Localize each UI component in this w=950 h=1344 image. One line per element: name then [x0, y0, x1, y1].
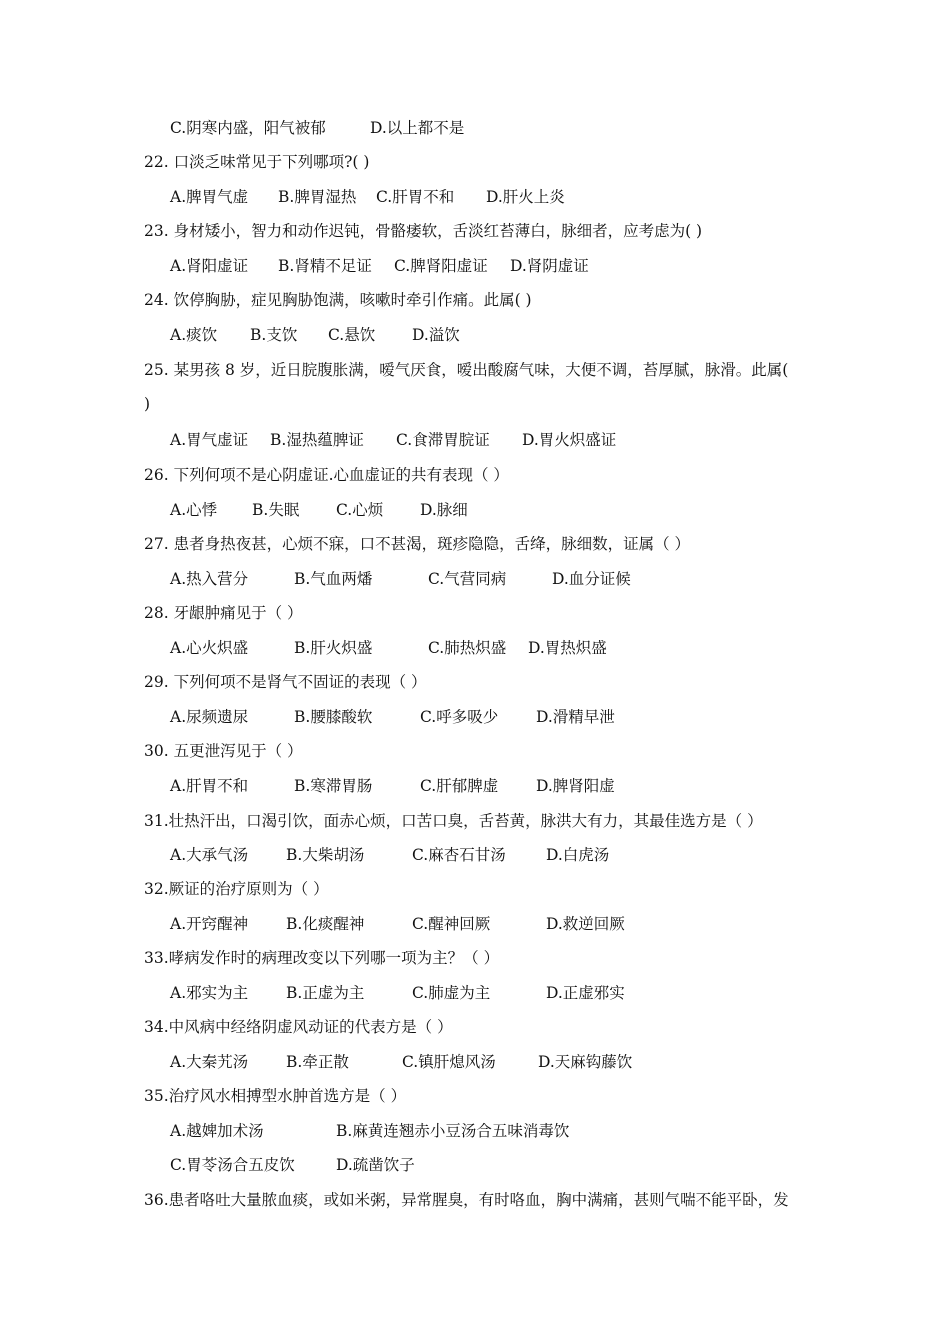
question-text: 27. 患者身热夜甚，心烦不寐，口不甚渴，斑疹隐隐，舌绛，脉细数，证属（ ）	[144, 535, 691, 553]
option: D.溢饮	[412, 326, 460, 344]
option: B.脾胃湿热	[278, 188, 357, 206]
answer-options	[170, 1052, 632, 1072]
option: A.脾胃气虚	[170, 188, 249, 206]
option: D.救逆回厥	[546, 915, 625, 933]
option: C.食滞胃脘证	[396, 431, 490, 449]
question-text: )	[144, 395, 151, 413]
question-text: 31.壮热汗出，口渴引饮，面赤心烦，口苦口臭，舌苔黄，脉洪大有力，其最佳选方是（ ）	[144, 812, 763, 830]
option: C.呼多吸少	[420, 708, 499, 726]
question-text: 22. 口淡乏味常见于下列哪项?( )	[144, 153, 370, 171]
option: A.邪实为主	[170, 984, 249, 1002]
option: A.痰饮	[170, 326, 218, 344]
option: D.血分证候	[552, 570, 631, 588]
answer-options	[170, 638, 607, 658]
option: A.大承气汤	[170, 846, 249, 864]
question-text: 32.厥证的治疗原则为（ ）	[144, 880, 329, 898]
option: B.大柴胡汤	[286, 846, 365, 864]
option: D.胃热炽盛	[528, 639, 607, 657]
question-text: 36.患者咯吐大量脓血痰，或如米粥，异常腥臭，有时咯血，胸中满痛，甚则气喘不能平卧，发	[144, 1191, 789, 1209]
option: C.肝胃不和	[376, 188, 455, 206]
option: D.天麻钩藤饮	[538, 1053, 633, 1071]
answer-options	[170, 707, 615, 727]
option: D.滑精早泄	[536, 708, 615, 726]
option: B.牵正散	[286, 1053, 349, 1071]
option: B.气血两燔	[294, 570, 373, 588]
answer-options	[170, 118, 464, 138]
question-text: 26. 下列何项不是心阴虚证.心血虚证的共有表现（ ）	[144, 466, 509, 484]
option: C.麻杏石甘汤	[412, 846, 506, 864]
option: D.白虎汤	[546, 846, 610, 864]
answer-options	[170, 1155, 415, 1175]
option: A.心火炽盛	[170, 639, 249, 657]
question-text: 30. 五更泄泻见于（ ）	[144, 742, 303, 760]
question-text: 33.哮病发作时的病理改变以下列哪一项为主？（ ）	[144, 949, 500, 967]
option: C.气营同病	[428, 570, 507, 588]
option: D.胃火炽盛证	[522, 431, 617, 449]
option: A.胃气虚证	[170, 431, 249, 449]
option: B.化痰醒神	[286, 915, 365, 933]
option: B.支饮	[250, 326, 298, 344]
option: A.越婢加术汤	[170, 1122, 264, 1140]
option: D.以上都不是	[370, 119, 465, 137]
option: C.醒神回厥	[412, 915, 491, 933]
question-text: 35.治疗风水相搏型水肿首选方是（ ）	[144, 1087, 407, 1105]
option: A.尿频遗尿	[170, 708, 249, 726]
option: D.正虚邪实	[546, 984, 625, 1002]
option: A.热入营分	[170, 570, 249, 588]
question-text: 24. 饮停胸胁，症见胸胁饱满，咳嗽时牵引作痛。此属( )	[144, 291, 532, 309]
option: B.腰膝酸软	[294, 708, 373, 726]
option: A.开窍醒神	[170, 915, 249, 933]
answer-options	[170, 1121, 569, 1141]
option: A.大秦艽汤	[170, 1053, 249, 1071]
option: C.心烦	[336, 501, 384, 519]
option: D.肝火上炎	[486, 188, 565, 206]
option: B.寒滞胃肠	[294, 777, 373, 795]
question-text: 25. 某男孩 8 岁，近日脘腹胀满，嗳气厌食，嗳出酸腐气味，大便不调，苔厚腻，脉滑。此属(	[144, 361, 789, 379]
answer-options	[170, 430, 616, 450]
option: C.肺虚为主	[412, 984, 491, 1002]
answer-options	[170, 914, 625, 934]
answer-options	[170, 983, 625, 1003]
answer-options	[170, 500, 468, 520]
answer-options	[170, 256, 589, 276]
option: B.肾精不足证	[278, 257, 372, 275]
question-text: 28. 牙龈肿痛见于（ ）	[144, 604, 303, 622]
option: C.悬饮	[328, 326, 376, 344]
question-text: 34.中风病中经络阴虚风动证的代表方是（ ）	[144, 1018, 453, 1036]
option: C.镇肝熄风汤	[402, 1053, 496, 1071]
option: B.正虚为主	[286, 984, 365, 1002]
answer-options	[170, 845, 609, 865]
question-text: 29. 下列何项不是肾气不固证的表现（ ）	[144, 673, 427, 691]
option: D.脉细	[420, 501, 468, 519]
option: D.肾阴虚证	[510, 257, 589, 275]
option: B.湿热蕴脾证	[270, 431, 364, 449]
option: B.麻黄连翘赤小豆汤合五味消毒饮	[336, 1122, 570, 1140]
question-text: 23. 身材矮小，智力和动作迟钝，骨骼痿软，舌淡红苔薄白，脉细者，应考虑为( )	[144, 222, 703, 240]
option: A.肾阳虚证	[170, 257, 249, 275]
answer-options	[170, 187, 565, 207]
option: D.脾肾阳虚	[536, 777, 615, 795]
option: C.肺热炽盛	[428, 639, 507, 657]
option: C.胃苓汤合五皮饮	[170, 1156, 295, 1174]
option: C.阴寒内盛，阳气被郁	[170, 119, 326, 137]
option: D.疏凿饮子	[336, 1156, 415, 1174]
option: B.失眠	[252, 501, 300, 519]
option: A.肝胃不和	[170, 777, 249, 795]
option: C.肝郁脾虚	[420, 777, 499, 795]
answer-options	[170, 569, 631, 589]
option: B.肝火炽盛	[294, 639, 373, 657]
answer-options	[170, 325, 460, 345]
option: C.脾肾阳虚证	[394, 257, 488, 275]
answer-options	[170, 776, 615, 796]
option: A.心悸	[170, 501, 218, 519]
